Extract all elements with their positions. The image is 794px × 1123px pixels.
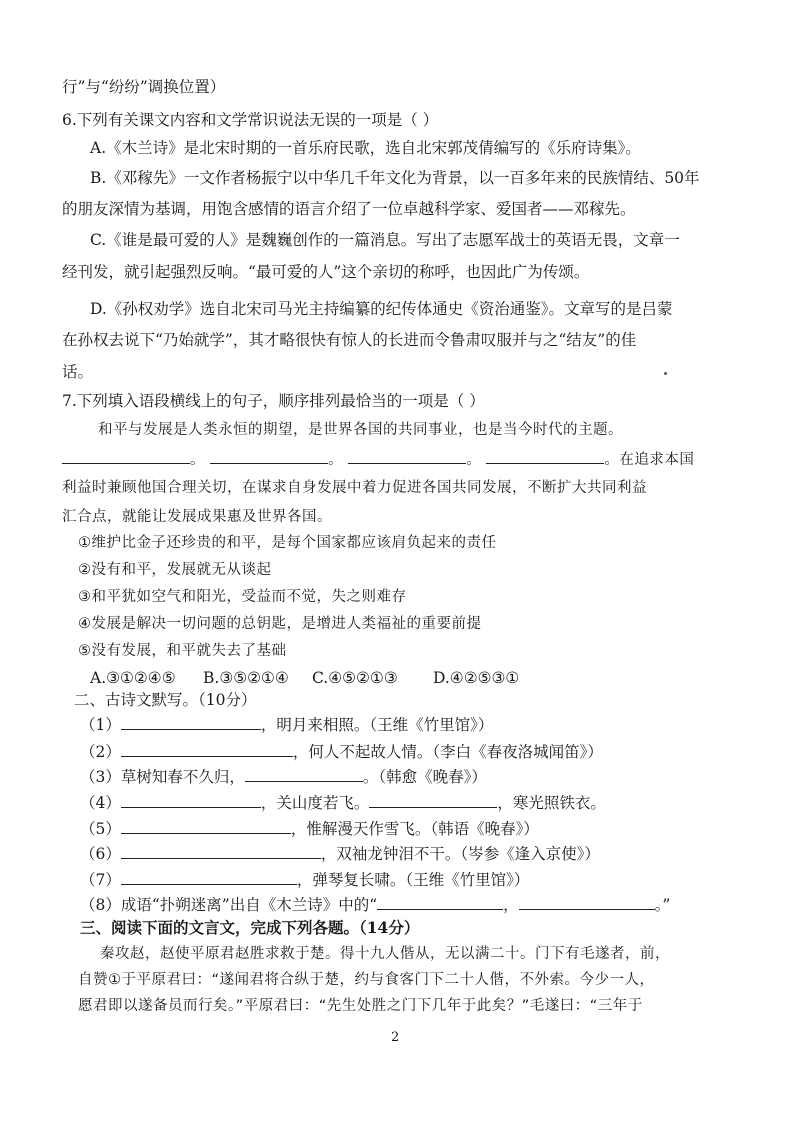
q7-passage-line3: 汇合点，就能让发展成果惠及世界各国。 (62, 509, 332, 525)
q7-sentence-5: ⑤没有发展，和平就失去了基础 (78, 643, 287, 659)
poem-blank-3[interactable] (245, 766, 363, 782)
q7-sentence-1: ①维护比金子还珍贵的和平，是每个国家都应该肩负起来的责任 (78, 535, 497, 551)
section-3-passage-line1: 秦攻赵，赵使平原君赵胜求救于楚。得十九人偕从，无以满二十。门下有毛遂者，前， (100, 946, 670, 962)
q7-sentence-3: ③和平犹如空气和阳光，受益而不觉，失之则难存 (78, 589, 407, 605)
q7-sentence-4: ④发展是解决一切问题的总钥匙，是增进人类福祉的重要前提 (78, 616, 482, 632)
q7-passage-line1: 和平与发展是人类永恒的期望，是世界各国的共同事业，也是当今时代的主题。 (98, 422, 623, 438)
q7-blanks-line: 。 。 。 。在追求本国 (62, 448, 694, 470)
scan-speck (664, 372, 667, 375)
q6-option-a: A.《木兰诗》是北宋时期的一首乐府民歌，选自北宋郭茂倩编写的《乐府诗集》。 (90, 139, 641, 157)
q6-option-d-line2: 在孙权去说下“乃始就学”，其才略很快有惊人的长进而令鲁肃叹服并与之“结友”的佳 (62, 331, 637, 349)
poem-blank-5[interactable] (121, 818, 291, 834)
q7-choice-a: A.③①②④⑤ (90, 669, 176, 687)
q7-passage-line2: 利益时兼顾他国合理关切，在谋求自身发展中着力促进各国共同发展，不断扩大共同利益 (62, 480, 647, 496)
q7-blank-3[interactable] (348, 448, 466, 464)
poem-blank-4a[interactable] (121, 792, 261, 808)
poem-item-1: （1） ，明月来相照。（王维《竹里馆》） (80, 716, 494, 734)
poem-item-6: （6） ，双袖龙钟泪不干。（岑参《逢入京使》） (80, 845, 600, 863)
q7-blank-4[interactable] (486, 448, 604, 464)
q6-option-b-line1: B.《邓稼先》一文作者杨振宁以中华几千年文化为背景，以一百多年来的民族情结、50年 (90, 169, 700, 187)
q6-option-b-line2: 的朋友深情为基调，用饱含感情的语言介绍了一位卓越科学家、爱国者——邓稼先。 (62, 200, 636, 218)
poem-blank-7[interactable] (121, 869, 297, 885)
poem-blank-6[interactable] (121, 843, 321, 859)
question-7-stem: 7.下列填入语段横线上的句子，顺序排列最恰当的一项是（ ） (62, 392, 485, 410)
poem-item-7: （7） ，弹琴复长啸。（王维《竹里馆》） (80, 871, 530, 889)
poem-blank-8a[interactable] (377, 894, 503, 910)
poem-blank-4b[interactable] (369, 792, 497, 808)
q7-blank-2[interactable] (210, 448, 328, 464)
poem-item-8: （8）成语“扑朔迷离”出自《木兰诗》中的“ ， 。” (80, 896, 671, 914)
q6-option-d-line1: D.《孙权劝学》选自北宋司马光主持编纂的纪传体通史《资治通鉴》。文章写的是吕蒙 (90, 300, 673, 318)
poem-blank-8b[interactable] (519, 894, 655, 910)
section-3-passage-line3: 愿君即以遂备员而行矣。”平原君曰：“先生处胜之门下几年于此矣？”毛遂曰：“三年于 (78, 998, 643, 1014)
question-6-stem: 6.下列有关课文内容和文学常识说法无误的一项是（ ） (62, 111, 439, 129)
poem-item-5: （5） ，惟解漫天作雪飞。（韩语《晚春》） (80, 820, 539, 838)
poem-item-2: （2） ，何人不起故人情。（李白《春夜洛城闻笛》） (80, 743, 603, 761)
q7-choice-d: D.④②⑤③① (433, 669, 520, 687)
q7-sentence-2: ②没有和平，发展就无从谈起 (78, 562, 272, 578)
q7-choice-b: B.③⑤②①④ (203, 669, 289, 687)
q6-option-c-line1: C.《谁是最可爱的人》是魏巍创作的一篇消息。写出了志愿军战士的英语无畏，文章一 (90, 231, 680, 249)
q6-option-d-line3: 话。 (62, 363, 94, 381)
q7-choice-c: C.④⑤②①③ (312, 669, 398, 687)
page-number: 2 (391, 1030, 400, 1045)
poem-blank-2[interactable] (121, 741, 293, 757)
section-2-heading: 二、古诗文默写。（10分） (74, 691, 257, 709)
poem-item-4: （4） ，关山度若飞。 ，寒光照铁衣。 (80, 794, 606, 812)
continuation-line: 行”与“纷纷”调换位置） (62, 78, 226, 96)
poem-item-3: （3）草树知春不久归， 。（韩愈《晚春》） (80, 768, 487, 786)
q7-blank-1[interactable] (62, 448, 190, 464)
section-3-heading: 三、阅读下面的文言文，完成下列各题。（14分） (80, 918, 420, 937)
poem-blank-1[interactable] (121, 714, 261, 730)
section-3-passage-line2: 自赞①于平原君曰：“遂闻君将合纵于楚，约与食客门下二十人偕，不外索。今少一人， (78, 972, 655, 988)
q6-option-c-line2: 经刊发，就引起强烈反响。“最可爱的人”这个亲切的称呼，也因此广为传颂。 (62, 263, 590, 281)
